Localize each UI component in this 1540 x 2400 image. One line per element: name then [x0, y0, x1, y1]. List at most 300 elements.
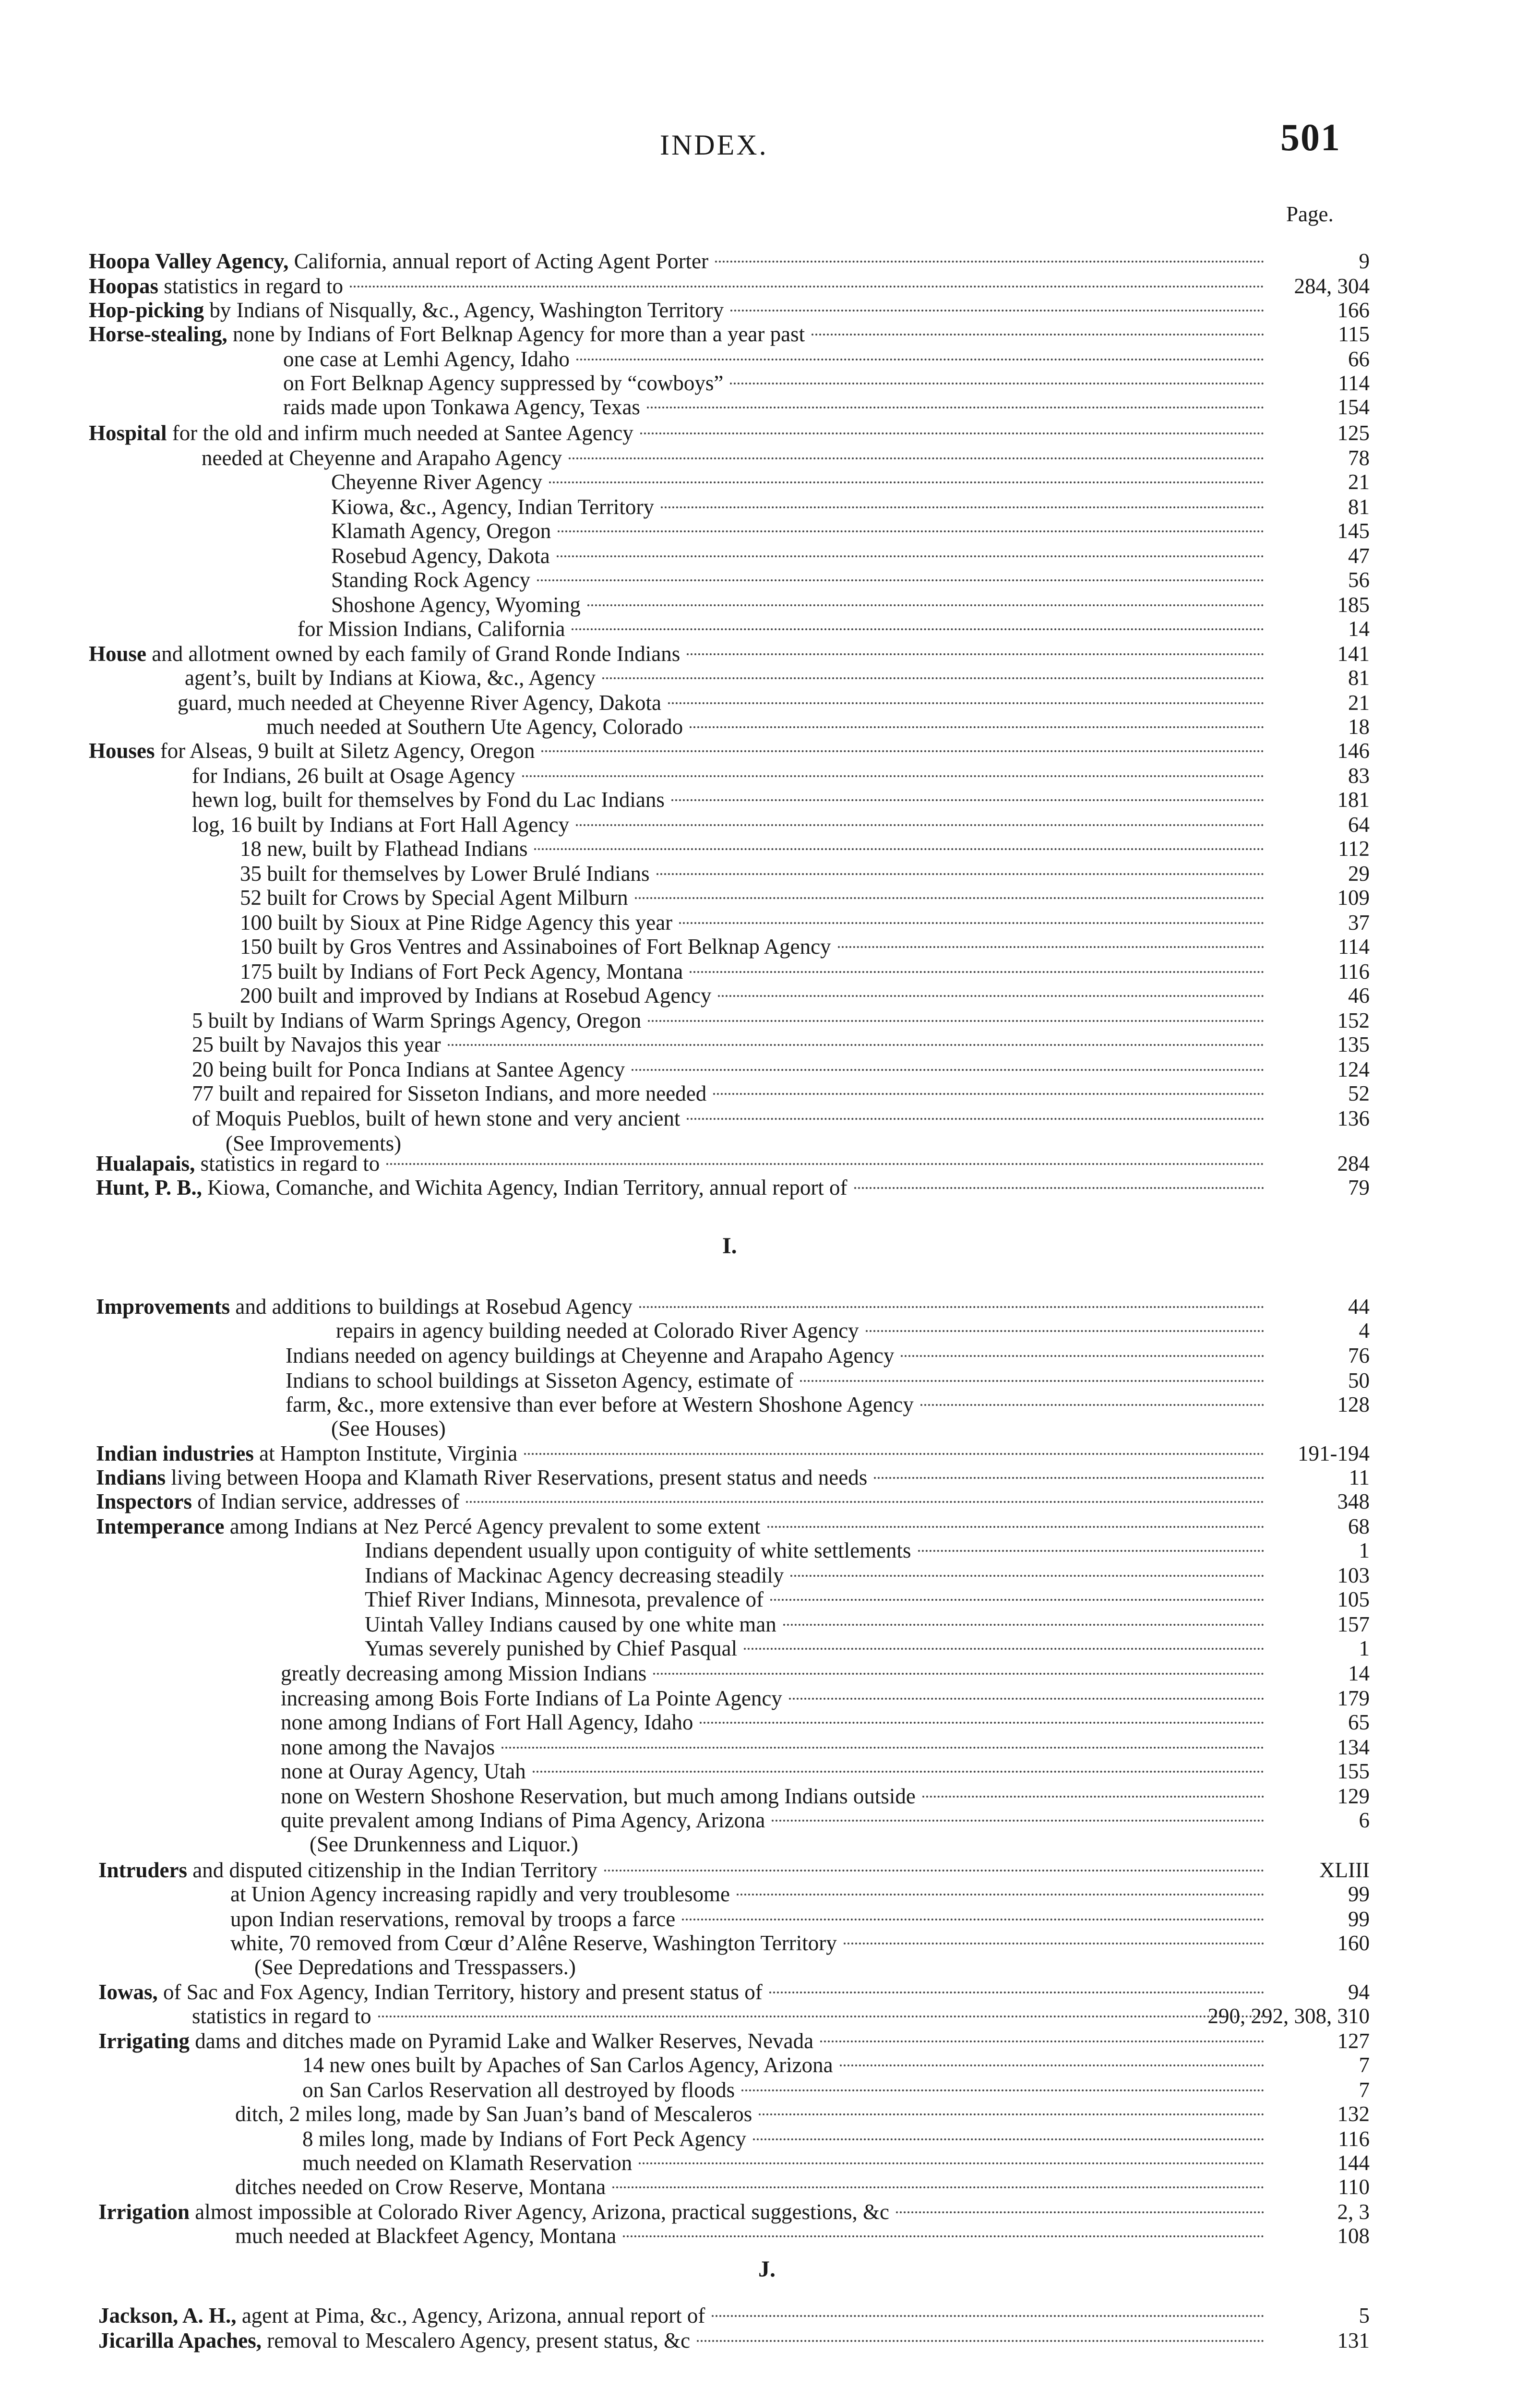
index-entry-page: 124: [1337, 1057, 1370, 1081]
index-entry-text: [336, 1318, 859, 1343]
index-entry-page: 154: [1337, 395, 1370, 419]
index-entry-page: 131: [1337, 2328, 1370, 2352]
dot-leader: [812, 334, 1264, 336]
index-entry-description: of Indian service, addresses of: [192, 1489, 460, 1513]
dot-leader: [772, 1820, 1264, 1822]
dot-leader: [549, 481, 1264, 483]
index-entry-description: none at Ouray Agency, Utah: [281, 1759, 526, 1783]
index-entry-page: 14: [1348, 617, 1370, 641]
dot-leader: [769, 1992, 1264, 1993]
dot-leader: [730, 310, 1264, 312]
index-entry-text-row: [365, 1563, 1267, 1588]
index-entry: [0, 2052, 1540, 2077]
index-entry-description: log, 16 built by Indians at Fort Hall Agency: [192, 813, 570, 837]
index-entry-description: none by Indians of Fort Belknap Agency for more than a year past: [227, 322, 805, 346]
index-entry-page: 136: [1337, 1106, 1370, 1130]
index-entry-text-row: [286, 1343, 1267, 1368]
index-entry: [0, 885, 1540, 910]
index-entry-text: [98, 2028, 813, 2053]
index-entry-description: almost impossible at Colorado River Agency, Arizona, practical suggestions, &c: [189, 2200, 890, 2224]
index-entry-text: [365, 1612, 776, 1637]
page-number: 501: [1280, 117, 1341, 159]
index-entry: [0, 1032, 1540, 1057]
dot-leader: [730, 383, 1264, 384]
section-heading-i: I.: [722, 1233, 737, 1259]
index-entry-description: Thief River Indians, Minnesota, prevalence of: [365, 1587, 764, 1611]
index-entry-text: [281, 1710, 693, 1735]
index-entry: [0, 2004, 1540, 2028]
index-entry: [0, 1955, 1540, 1980]
index-entry-page: 114: [1338, 935, 1370, 959]
index-entry: [0, 763, 1540, 788]
dot-leader: [466, 1501, 1264, 1503]
index-entry-description: (See Drunkenness and Liquor.): [310, 1832, 578, 1856]
index-entry-page: 2, 3: [1337, 2200, 1370, 2224]
index-entry-text-row: [192, 1008, 1267, 1033]
dot-leader: [541, 750, 1264, 752]
index-entry: [0, 1587, 1540, 1612]
index-entry-description: statistics in regard to: [192, 2004, 371, 2028]
index-entry-text: [178, 690, 661, 715]
index-entry-text: [281, 1759, 526, 1784]
index-entry: [0, 2028, 1540, 2053]
index-entry-text: [331, 469, 542, 494]
index-entry-description: white, 70 removed from Cœur d’Alêne Reserve, Washington Territory: [230, 1931, 837, 1955]
index-entry: [0, 1441, 1540, 1466]
index-entry-description: for Alseas, 9 built at Siletz Agency, Oregon: [155, 739, 535, 763]
index-entry-text-row: [240, 983, 1267, 1008]
page-column-label: Page.: [1286, 202, 1334, 226]
index-entry-page: 21: [1348, 691, 1370, 715]
index-entry-description: Indians of Mackinac Agency decreasing steadily: [365, 1563, 784, 1587]
index-entry-text-row: [281, 1710, 1267, 1735]
index-entry-text-row: [302, 2126, 1267, 2151]
index-entry-description: Kiowa, &c., Agency, Indian Territory: [331, 495, 654, 519]
index-entry-text: [192, 787, 665, 812]
index-entry-text-row: [89, 322, 1267, 347]
index-entry-text-row: [365, 1636, 1267, 1661]
index-entry-heading: Iowas,: [98, 1980, 158, 2004]
index-entry: [0, 2303, 1540, 2328]
dot-leader: [558, 530, 1264, 532]
dot-leader: [524, 1453, 1264, 1455]
index-entry-page: 76: [1348, 1344, 1370, 1368]
dot-leader: [767, 1526, 1264, 1528]
index-entry-text: [240, 959, 683, 984]
dot-leader: [639, 2162, 1264, 2164]
index-entry-text: [240, 910, 672, 935]
index-entry-page: 14: [1348, 1661, 1370, 1685]
dot-leader: [712, 2315, 1264, 2317]
dot-leader: [602, 677, 1264, 679]
index-entry-text: [96, 1151, 380, 1176]
index-entry: [0, 249, 1540, 274]
index-entry-description: Rosebud Agency, Dakota: [331, 544, 550, 568]
index-entry-text: [89, 738, 535, 763]
index-entry-text-row: [96, 1175, 1267, 1200]
index-entry: [0, 1661, 1540, 1686]
index-entry-text: [98, 2303, 705, 2328]
index-entry-description: of Sac and Fox Agency, Indian Territory, history and present status of: [157, 1980, 763, 2004]
index-entry-page: 47: [1348, 544, 1370, 568]
index-entry-page: 7: [1359, 2053, 1370, 2077]
index-entry-description: at Union Agency increasing rapidly and very troublesome: [230, 1882, 730, 1906]
index-entry-text-row: [331, 567, 1267, 592]
dot-leader: [687, 653, 1264, 655]
dot-leader: [920, 1404, 1264, 1406]
index-entry-heading: Inspectors: [96, 1489, 192, 1513]
index-entry: [0, 1368, 1540, 1393]
index-entry-text-row: [192, 1057, 1267, 1082]
index-entry-text: [298, 616, 565, 641]
index-entry-text: [365, 1563, 784, 1588]
index-entry-description: one case at Lemhi Agency, Idaho: [283, 347, 570, 371]
index-entry-text-row: [302, 2077, 1267, 2102]
index-entry: [0, 1106, 1540, 1131]
dot-leader: [632, 1069, 1264, 1071]
index-entry-page: 94: [1348, 1980, 1370, 2004]
dot-leader: [576, 824, 1264, 826]
index-entry-description: hewn log, built for themselves by Fond du Lac Indians: [192, 788, 665, 812]
index-entry-text: [89, 249, 708, 274]
index-entry-text: [235, 2174, 606, 2199]
index-entry-description: much needed on Klamath Reservation: [302, 2151, 633, 2175]
index-entry-heading: Irrigating: [98, 2029, 190, 2053]
index-entry-text: [192, 1081, 706, 1106]
index-entry-description: 35 built for themselves by Lower Brulé Indians: [240, 862, 650, 886]
index-entry-page: 81: [1348, 495, 1370, 519]
index-entry-text-row: [235, 2223, 1267, 2248]
index-entry-page: 114: [1338, 371, 1370, 395]
index-entry-text-row: [283, 371, 1267, 396]
index-entry: [0, 641, 1540, 666]
index-entry: [0, 2150, 1540, 2175]
index-entry: [0, 1710, 1540, 1735]
index-entry-text: [281, 1808, 765, 1833]
index-entry-text-row: [96, 1514, 1267, 1539]
dot-leader: [657, 873, 1264, 875]
index-entry-text-row: [98, 2328, 1267, 2353]
dot-leader: [668, 702, 1264, 704]
index-entry-text: [302, 2052, 833, 2077]
index-entry: [0, 1612, 1540, 1637]
index-entry-page: 103: [1337, 1563, 1370, 1587]
index-entry-text-row: [331, 543, 1267, 568]
index-entry-heading: Hunt, P. B.,: [96, 1176, 202, 1200]
index-entry-text-row: [192, 812, 1267, 837]
index-entry-description: quite prevalent among Indians of Pima Agency, Arizona: [281, 1808, 765, 1832]
index-entry-text-row: [96, 1294, 1267, 1319]
index-entry-text-row: [98, 2028, 1267, 2053]
index-entry-text-row: [254, 1955, 1267, 1980]
index-entry-page: 157: [1337, 1612, 1370, 1636]
index-entry-description: 52 built for Crows by Special Agent Milburn: [240, 886, 628, 910]
index-entry-text-row: [192, 787, 1267, 812]
index-entry-page: 46: [1348, 984, 1370, 1008]
index-entry: [0, 494, 1540, 519]
index-entry-text-row: [281, 1735, 1267, 1760]
index-entry-description: Cheyenne River Agency: [331, 470, 542, 494]
index-entry-description: statistics in regard to: [158, 274, 343, 298]
dot-leader: [448, 1044, 1264, 1046]
dot-leader: [789, 1698, 1264, 1700]
index-entry-text-row: [331, 592, 1267, 617]
index-entry: [0, 371, 1540, 396]
index-entry-text-row: [286, 1368, 1267, 1393]
index-entry-text: [286, 1343, 894, 1368]
dot-leader: [648, 1020, 1264, 1022]
index-entry-description: agent’s, built by Indians at Kiowa, &c., Agency: [185, 666, 596, 690]
index-entry: [0, 1907, 1540, 1932]
index-entry-page: 1: [1359, 1538, 1370, 1562]
dot-leader: [639, 1306, 1264, 1308]
index-entry-description: by Indians of Nisqually, &c., Agency, Washington Territory: [204, 298, 724, 322]
index-entry-text: [365, 1587, 764, 1612]
index-entry: [0, 616, 1540, 641]
index-entry-description: 100 built by Sioux at Pine Ridge Agency this year: [240, 911, 673, 935]
index-entry: [0, 1175, 1540, 1200]
index-entry-page: 145: [1337, 519, 1370, 543]
index-entry: [0, 1465, 1540, 1490]
index-entry-text-row: [281, 1686, 1267, 1711]
index-entry-text: [365, 1538, 911, 1563]
dot-leader: [844, 1943, 1264, 1944]
dot-leader: [635, 897, 1264, 899]
index-entry: [0, 298, 1540, 323]
index-entry-text: [192, 2004, 371, 2028]
dot-leader: [770, 1599, 1264, 1601]
index-entry-page: XLIII: [1319, 1858, 1370, 1882]
index-entry-page: 129: [1337, 1784, 1370, 1808]
index-entry-description: 8 miles long, made by Indians of Fort Peck Agency: [302, 2127, 746, 2151]
index-entry-text-row: [185, 665, 1267, 690]
dot-leader: [759, 2113, 1264, 2115]
index-entry: [0, 1858, 1540, 1883]
index-entry-description: greatly decreasing among Mission Indians: [281, 1661, 647, 1685]
index-entry-page: 179: [1337, 1686, 1370, 1710]
index-entry-description: Standing Rock Agency: [331, 568, 530, 592]
index-entry-text: [96, 1441, 517, 1466]
index-entry-page: 116: [1338, 2127, 1370, 2151]
index-entry-text-row: [283, 395, 1267, 420]
index-entry-text: [98, 1858, 597, 1883]
index-entry-text: [192, 763, 515, 788]
dot-leader: [533, 1771, 1264, 1773]
index-entry-page: 134: [1337, 1735, 1370, 1759]
index-entry-description: California, annual report of Acting Agent Porter: [288, 249, 709, 273]
dot-leader: [715, 261, 1264, 263]
index-entry-text: [240, 836, 527, 861]
index-entry-description: Uintah Valley Indians caused by one white man: [365, 1612, 776, 1636]
index-entry-description: agent at Pima, &c., Agency, Arizona, annual report of: [236, 2304, 705, 2328]
index-entry: [0, 2126, 1540, 2151]
index-entry: [0, 2223, 1540, 2248]
index-entry-text-row: [96, 1151, 1267, 1176]
index-entry: [0, 910, 1540, 935]
index-entry-description: removal to Mescalero Agency, present status, &c: [261, 2328, 691, 2352]
index-entry-text-row: [96, 1489, 1267, 1514]
index-entry-description: of Moquis Pueblos, built of hewn stone and very ancient: [192, 1106, 680, 1130]
index-entry-text-row: [89, 274, 1267, 299]
dot-leader: [682, 1919, 1264, 1920]
index-entry-page: 152: [1337, 1008, 1370, 1032]
index-entry-text: [283, 395, 640, 420]
index-entry-text-row: [98, 2199, 1267, 2224]
index-entry-text-row: [240, 934, 1267, 959]
index-entry-page: 125: [1337, 421, 1370, 445]
dot-leader: [753, 2138, 1264, 2140]
dot-leader: [647, 407, 1264, 408]
dot-leader: [744, 1648, 1264, 1650]
dot-leader: [623, 2235, 1264, 2237]
index-entry-page: 116: [1338, 960, 1370, 984]
index-entry-text-row: [96, 1441, 1267, 1466]
index-entry-page: 66: [1348, 347, 1370, 371]
index-entry-text: [240, 861, 650, 886]
index-entry-text: [98, 2328, 690, 2353]
index-entry-page: 18: [1348, 715, 1370, 739]
index-entry-page: 83: [1348, 764, 1370, 788]
index-entry-text-row: [240, 885, 1267, 910]
index-entry: [0, 1151, 1540, 1176]
index-entry: [0, 714, 1540, 739]
dot-leader: [612, 2186, 1264, 2188]
dot-leader: [501, 1747, 1264, 1749]
index-entry-description: 25 built by Navajos this year: [192, 1032, 441, 1056]
index-entry-text: [185, 665, 596, 690]
index-entry-page: 144: [1337, 2151, 1370, 2175]
index-entry-text-row: [98, 1858, 1267, 1883]
index-entry: [0, 592, 1540, 617]
index-entry-description: Yumas severely punished by Chief Pasqual: [365, 1636, 738, 1660]
index-entry-page: 348: [1337, 1489, 1370, 1513]
index-entry-text-row: [96, 1465, 1267, 1490]
index-entry-page: 105: [1337, 1587, 1370, 1611]
dot-leader: [557, 555, 1264, 557]
index-entry-page: 65: [1348, 1710, 1370, 1734]
index-entry: [0, 1759, 1540, 1784]
index-entry-description: (See Depredations and Tresspassers.): [254, 1955, 576, 1979]
index-entry-text: [235, 2223, 616, 2248]
index-entry: [0, 934, 1540, 959]
index-entry-heading: Hop-picking: [89, 298, 204, 322]
index-entry-text-row: [235, 2101, 1267, 2126]
dot-leader: [679, 922, 1264, 924]
index-entry-page: 44: [1348, 1295, 1370, 1319]
index-entry: [0, 959, 1540, 984]
index-entry-text-row: [202, 445, 1267, 470]
index-entry: [0, 836, 1540, 861]
index-entry-text-row: [283, 347, 1267, 372]
index-entry-page: 141: [1337, 642, 1370, 666]
index-entry: [0, 2328, 1540, 2353]
index-entry: [0, 1980, 1540, 2004]
index-entry: [0, 543, 1540, 568]
index-entry-description: 77 built and repaired for Sisseton Indians, and more needed: [192, 1081, 707, 1105]
index-entry-description: guard, much needed at Cheyenne River Agency, Dakota: [178, 691, 661, 715]
index-entry-description: Kiowa, Comanche, and Wichita Agency, Indian Territory, annual report of: [202, 1176, 848, 1200]
index-entry-text: [89, 298, 724, 323]
index-entry-description: for Mission Indians, California: [298, 617, 565, 641]
dot-leader: [838, 946, 1264, 948]
dot-leader: [661, 506, 1264, 508]
index-entry-page: 110: [1338, 2175, 1370, 2199]
index-entry-page: 135: [1337, 1032, 1370, 1056]
index-entry: [0, 1081, 1540, 1106]
index-entry-description: for the old and infirm much needed at Santee Agency: [167, 421, 633, 445]
index-entry-text: [310, 1832, 578, 1857]
index-entry-description: 20 being built for Ponca Indians at Santee Agency: [192, 1057, 625, 1081]
index-entry-heading: Irrigation: [98, 2200, 190, 2224]
index-entry-description: on San Carlos Reservation all destroyed by floods: [302, 2078, 735, 2102]
index-entry-page: 108: [1337, 2224, 1370, 2248]
index-entry: [0, 347, 1540, 372]
index-entry-page: 185: [1337, 593, 1370, 617]
index-entry-text-row: [281, 1808, 1267, 1833]
index-entry-page: 191-194: [1298, 1441, 1370, 1465]
index-entry-page: 81: [1348, 666, 1370, 690]
index-entry-text: [89, 420, 633, 445]
index-entry-description: 175 built by Indians of Fort Peck Agency, Montana: [240, 960, 683, 984]
index-entry-page: 7: [1359, 2078, 1370, 2102]
index-entry-text: [281, 1686, 782, 1711]
index-entry-text: [331, 1416, 446, 1441]
index-entry-description: at Hampton Institute, Virginia: [253, 1441, 518, 1465]
index-entry-text-row: [192, 1106, 1267, 1131]
index-entry: [0, 1392, 1540, 1417]
index-entry-text: [192, 1008, 641, 1033]
index-entry-description: needed at Cheyenne and Arapaho Agency: [202, 446, 562, 470]
index-entry: [0, 322, 1540, 347]
index-entry-text-row: [298, 616, 1267, 641]
index-entry: [0, 1343, 1540, 1368]
index-entry: [0, 2174, 1540, 2199]
dot-leader: [640, 432, 1264, 434]
index-entry-text: [331, 494, 654, 519]
index-entry: [0, 1057, 1540, 1082]
index-entry-description: none among Indians of Fort Hall Agency, Idaho: [281, 1710, 693, 1734]
index-entry-page: 284, 304: [1294, 274, 1370, 298]
index-entry: [0, 2101, 1540, 2126]
index-entry: [0, 738, 1540, 763]
index-entry-description: 150 built by Gros Ventres and Assinaboines of Fort Belknap Agency: [240, 935, 831, 959]
index-entry-text: [96, 1489, 459, 1514]
index-entry-description: 14 new ones built by Apaches of San Carlos Agency, Arizona: [302, 2053, 833, 2077]
index-entry-text-row: [89, 420, 1267, 445]
index-entry: [0, 1735, 1540, 1760]
dot-leader: [874, 1477, 1264, 1479]
index-entry-description: for Indians, 26 built at Osage Agency: [192, 764, 515, 788]
index-entry-text: [283, 347, 570, 372]
index-entry-page: 146: [1337, 739, 1370, 763]
index-entry-text: [230, 1907, 675, 1932]
index-entry-text: [286, 1368, 793, 1393]
index-entry-description: repairs in agency building needed at Colorado River Agency: [336, 1319, 859, 1343]
index-entry-text: [331, 518, 551, 543]
index-entry-text: [192, 1057, 625, 1082]
index-entry-heading: Hoopas: [89, 274, 159, 298]
index-entry-text: [96, 1294, 633, 1319]
index-entry-page: 290, 292, 308, 310: [1207, 2004, 1370, 2028]
dot-leader: [820, 2040, 1264, 2042]
index-entry-text: [98, 1980, 763, 2004]
index-entry-text-row: [178, 690, 1267, 715]
index-entry-text-row: [331, 469, 1267, 494]
index-entry-text-row: [192, 2004, 1267, 2028]
index-entry-page: 128: [1337, 1392, 1370, 1416]
index-entry-page: 9: [1359, 249, 1370, 273]
index-entry: [0, 1538, 1540, 1563]
